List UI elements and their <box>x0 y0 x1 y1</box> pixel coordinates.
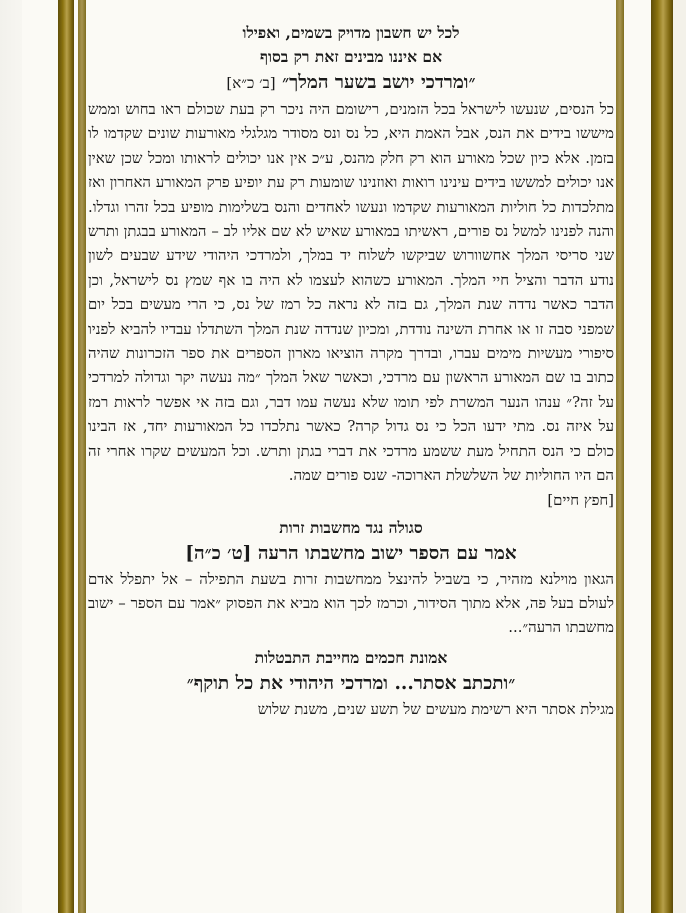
right-margin-strip <box>673 0 686 913</box>
section3-body: מגילת אסתר היא רשימת מעשים של תשע שנים, משנת שלוש <box>257 699 614 718</box>
section1-body: כל הנסים, שנעשו לישראל בכל הזמנים, רישומם היה ניכר רק בעת שכולם ראו בחוש וממש מיששו בידים את הנס, אבל האמת היא, כל נס ונס מסודר מגלגלי מאורעות שונים שקדמו לו בזמן. אלא כיון שכל מאורע הוא רק חלק מהנס, ע״כ אין אנו יכולים לראותו ומכל שכן שאין אנו יכולים למששו בידים עינינו רואות ואוזנינו שומעות רק עת יופיע פרק המאורע האחרון ואז מתלכדות כל חוליות המאורעות שקדמו ונעשו לאחדים והנס בשלימות מופיע בכל זהרו וגדלו. והנה לפנינו למשל נס פורים, ראשיתו במאורע שאיש לא שם אליו לב – המאורע בבגתן ותרש שני סריסי המלך אחשוורוש שביקשו לשלוח יד במלך, ולמרדכי היהודי שידע שבעים לשון נודע הדבר והציל חיי המלך. המאורע כשהוא לעצמו לא היה בו אף שמץ נס לישראל, וכן הדבר כאשר נדדה שנת המלך, גם בזה לא נראה כל רמז של נס, כי הרי מעשים בכל יום שמפני סבה זו או אחרת השינה נודדת, ומכיון שנדדה שנת המלך השתדלו עבדיו להביא לפניו סיפורי מעשיות מימים עברו, ובדרך מקרה הוציאו מארון הספרים את ספר הזכרונות שהיה כתוב בו שם המאורע הראשון עם מרדכי, וכאשר שאל המלך ״מה נעשה יקר וגדולה למרדכי על זה?״ ענהו הנער המשרת לפי תומו שלא נעשה עמו דבר, וגם בזה אי אפשר לראות רמז על איזה נס. מתי ידעו הכל כי נס גדול קרה? כאשר נתלכדו כל המאורעות יחד, אז הבינו כולם כי הנס התחיל מעת ששמע מרדכי את דברי בגתן ותרש. וכל המעשים שקרו אחרי זה הם היו החוליות של השלשלת הארוכה- שנס פורים שמה. <box>88 100 614 485</box>
section1-heading-line2: אם איננו מבינים זאת רק בסוף <box>259 47 443 66</box>
section1-title <box>88 69 614 97</box>
section2-title-source: [ט׳ כ״ה] <box>185 542 252 564</box>
right-gold-pillar-inner <box>616 0 624 913</box>
section2-heading: סגולה נגד מחשבות זרות <box>279 517 423 537</box>
section3-title: ״ותכתב אסתר... ומרדכי היהודי את כל תוקף״ <box>186 672 516 694</box>
left-margin-strip <box>0 0 22 913</box>
section2-body: הגאון מוילנא מזהיר, כי בשביל להינצל ממחשבות זרות בשעת התפילה – אל יתפלל אדם לעולם בעל פה, אלא מתוך הסידור, וכרמז לכך הוא מביא את הפסוק ״אמר עם הספר – ישוב מחשבתו הרעה״... <box>88 569 614 637</box>
section1-title-text: ״ומרדכי יושב בשער המלך״ <box>282 72 476 93</box>
section1-heading-line1: לכל יש חשבון מדויק בשמים, ואפילו <box>242 23 460 42</box>
section3-heading: אמונת חכמים מחייבת התבטלות <box>254 647 448 667</box>
article-content <box>88 0 614 913</box>
left-gold-pillar-inner <box>78 0 86 913</box>
section1-credit: [חפץ חיים] <box>547 490 614 509</box>
right-gold-pillar <box>651 0 673 913</box>
section1-title-source: [ב׳ כ״א] <box>226 74 276 92</box>
section2-title <box>88 540 614 567</box>
left-gold-pillar <box>58 0 74 913</box>
section2-title-text: אמר עם הספר ישוב מחשבתו הרעה <box>257 542 517 564</box>
